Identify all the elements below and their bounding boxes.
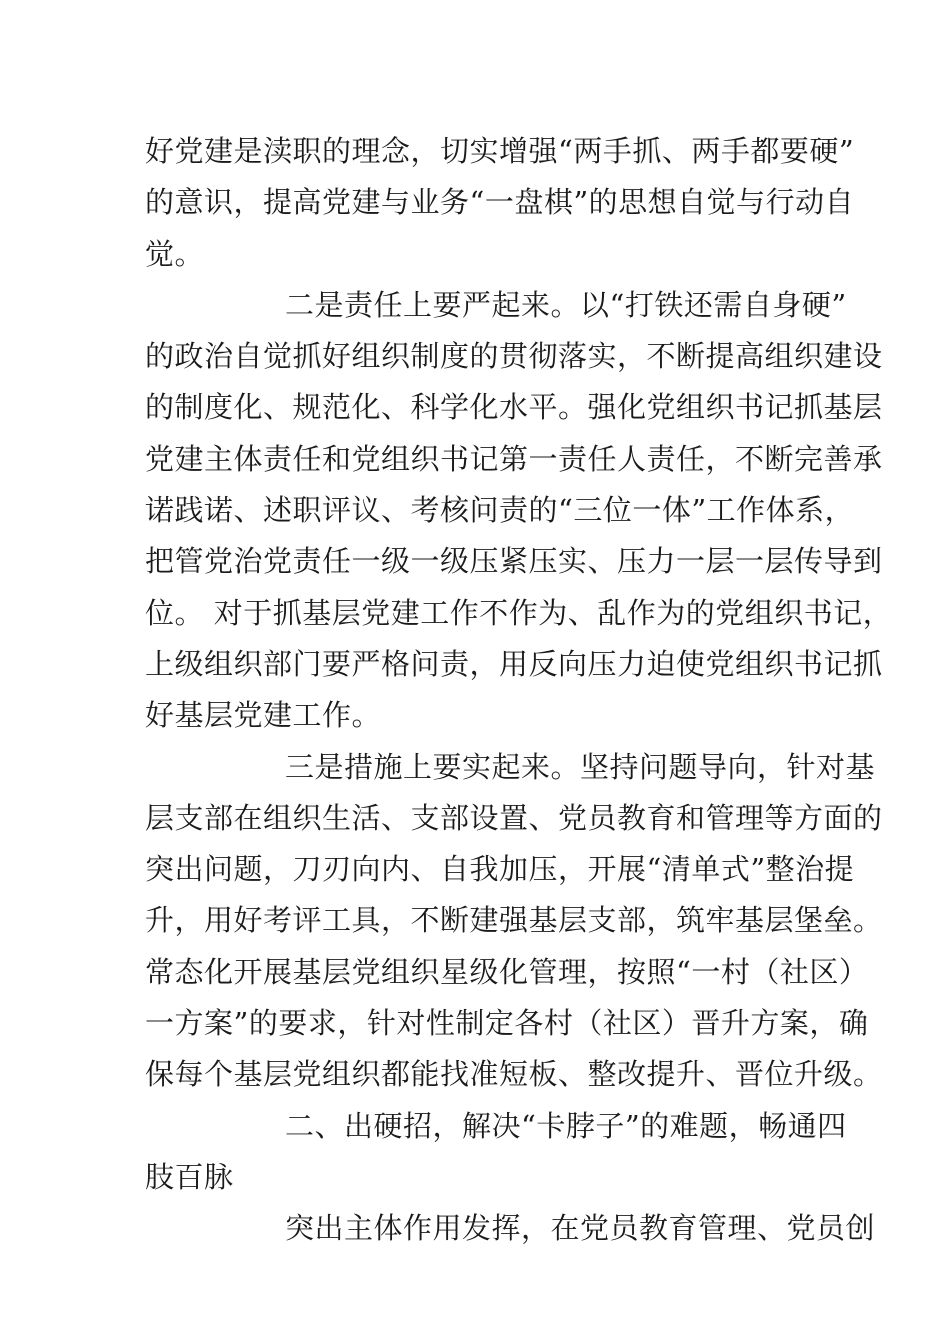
text-line: 保每个基层党组织都能找准短板、整改提升、晋位升级。 [145,1057,883,1092]
paragraph-start-line: 二是责任上要严起来。以“打铁还需自身硬” [285,287,847,322]
text-line: 上级组织部门要严格问责，用反向压力迫使党组织书记抓 [145,646,883,681]
text-line: 的意识，提高党建与业务“一盘棋”的思想自觉与行动自 [145,185,855,220]
text-line: 的政治自觉抓好组织制度的贯彻落实，不断提高组织建设 [145,339,883,374]
text-line: 好基层党建工作。 [145,698,382,733]
text-line: 突出问题，刀刃向内、自我加压，开展“清单式”整治提 [145,852,855,887]
text-line: 把管党治党责任一级一级压紧压实、压力一层一层传导到 [145,544,883,579]
paragraph-start-line: 突出主体作用发挥，在党员教育管理、党员创 [285,1211,876,1246]
text-line: 位。 对于抓基层党建工作不作为、乱作为的党组织书记， [145,595,893,630]
text-line: 的制度化、规范化、科学化水平。强化党组织书记抓基层 [145,390,883,425]
text-line: 党建主体责任和党组织书记第一责任人责任，不断完善承 [145,441,883,476]
text-line: 层支部在组织生活、支部设置、党员教育和管理等方面的 [145,800,883,835]
paragraph-start-line: 三是措施上要实起来。坚持问题导向，针对基 [285,749,876,784]
section-heading-line: 肢百脉 [145,1159,234,1194]
text-line: 常态化开展基层党组织星级化管理，按照“一村（社区） [145,954,869,989]
text-line: 好党建是渎职的理念，切实增强“两手抓、两手都要硬” [145,134,855,168]
section-heading-line: 二、出硬招，解决“卡脖子”的难题，畅通四 [285,1108,847,1143]
document-body [145,126,893,1255]
text-line: 一方案”的要求，针对性制定各村（社区）晋升方案，确 [145,1006,869,1041]
text-line: 诺践诺、述职评议、考核问责的“三位一体”工作体系， [145,493,855,528]
text-line: 觉。 [145,236,205,271]
text-line: 升，用好考评工具，不断建强基层支部，筑牢基层堡垒。 [145,903,883,938]
